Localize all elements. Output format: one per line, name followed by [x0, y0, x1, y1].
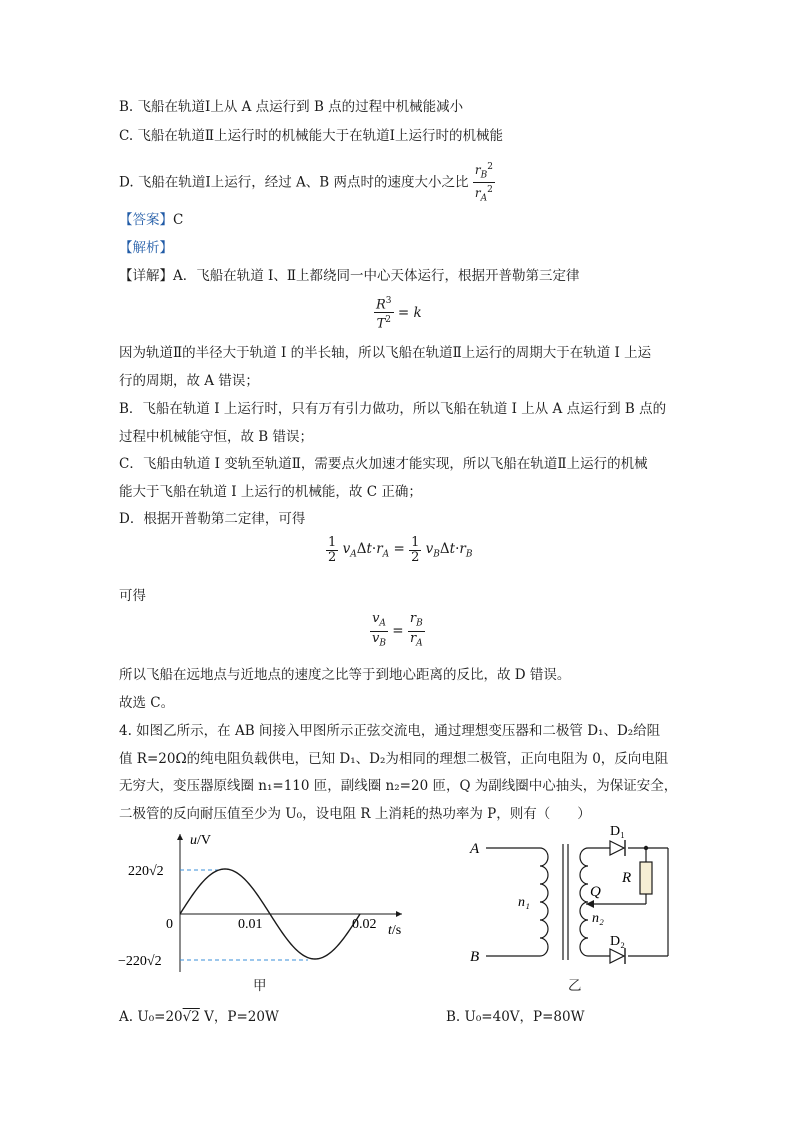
detail-a-cont1: 因为轨道Ⅱ的半径大于轨道 I 的半长轴，所以飞船在轨道Ⅱ上运行的周期大于在轨道 I 上运	[119, 345, 652, 361]
kepler-third-equation: $\frac{R^3}{T^2}$ = k	[376, 296, 422, 332]
detail-a-cont2: 行的周期，故 A 错误；	[119, 373, 259, 389]
answer-line: 【答案】C	[119, 212, 184, 228]
velocity-ratio-equation: $\frac{v_A}{v_B}$ = $\frac{r_B}{r_A}$	[372, 611, 423, 649]
x-axis-label: t/s	[388, 923, 402, 938]
q4-line1: 4. 如图乙所示，在 AB 间接入甲图所示正弦交流电，通过理想变压器和二极管 D₁、D₂给阻	[119, 723, 661, 739]
tick-label-0-02: 0.02	[352, 917, 377, 932]
diode-d1	[610, 841, 624, 855]
choose-line: 故选 C。	[119, 695, 175, 711]
q4-line4: 二极管的反向耐压值至少为 U₀，设电阻 R 上消耗的热功率为 P，则有（ ）	[119, 806, 591, 822]
label-d1: D₁	[610, 824, 625, 839]
sine-wave-graph	[112, 822, 412, 982]
label-r: R	[622, 870, 632, 886]
detail-c1: C．飞船由轨道 I 变轨至轨道Ⅱ，需要点火加速才能实现，所以飞船在轨道Ⅱ上运行的机械	[119, 456, 648, 472]
q4-option-a: A. U₀=20√2 V，P=20W	[119, 1009, 279, 1025]
kede-line: 可得	[119, 588, 146, 604]
label-d2: D₂	[610, 934, 625, 949]
transformer-circuit	[460, 818, 690, 978]
fig-right-caption: 乙	[568, 978, 582, 994]
ratio-fraction: $\frac{r_B^2}{r_A^2}$	[474, 162, 493, 204]
origin-label: 0	[166, 917, 173, 932]
analysis-label: 【解析】	[119, 240, 173, 256]
y-axis-label: u/V	[190, 833, 211, 848]
y-max-label: 220√2	[128, 864, 164, 879]
label-n1: n₁	[518, 895, 530, 910]
option-b: B. 飞船在轨道Ⅰ上从 A 点运行到 B 点的过程中机械能减小	[119, 99, 464, 115]
y-min-label: −220√2	[118, 954, 162, 969]
detail-d: D．根据开普勒第二定律，可得	[119, 511, 306, 527]
resistor-r	[640, 862, 652, 894]
detail-c2: 能大于飞船在轨道 I 上运行的机械能，故 C 正确；	[119, 484, 422, 500]
option-d: D. 飞船在轨道Ⅰ上运行，经过 A、B 两点时的速度大小之比 $\frac{r_B^2}{r_A^2}$	[119, 162, 493, 204]
q4-line3: 无穷大，变压器原线圈 n₁=110 匝，副线圈 n₂=20 匝，Q 为副线圈中心抽头，为保证安全，	[119, 778, 678, 794]
detail-a: 【详解】A．飞船在轨道 I、Ⅱ上都绕同一中心天体运行，根据开普勒第三定律	[119, 268, 580, 284]
detail-b1: B．飞船在轨道 I 上运行时，只有万有引力做功，所以飞船在轨道 I 上从 A 点运行到 B 点的	[119, 401, 667, 417]
label-b: B	[470, 949, 480, 965]
option-c: C. 飞船在轨道Ⅱ上运行时的机械能大于在轨道Ⅰ上运行时的机械能	[119, 128, 503, 144]
q4-line2: 值 R=20Ω的纯电阻负载供电，已知 D₁、D₂为相同的理想二极管，正向电阻为 0，反向电阻	[119, 751, 669, 767]
fig-left-caption: 甲	[253, 978, 267, 994]
detail-b2: 过程中机械能守恒，故 B 错误；	[119, 429, 314, 445]
conclusion-line: 所以飞船在远地点与近地点的速度之比等于到地心距离的反比，故 D 错误。	[119, 667, 571, 683]
diode-d2	[610, 949, 624, 963]
label-n2: n₂	[592, 911, 604, 926]
kepler-second-equation: $\frac{1}{2}$ $v_A\Delta t\cdot r_A$ = $\frac{1}{2}$ $v_B\Delta t\cdot r_B$	[328, 535, 473, 565]
tick-label-0-01: 0.01	[238, 917, 263, 932]
label-a: A	[470, 841, 480, 857]
q4-option-b: B. U₀=40V，P=80W	[446, 1009, 585, 1025]
label-q: Q	[590, 884, 601, 900]
